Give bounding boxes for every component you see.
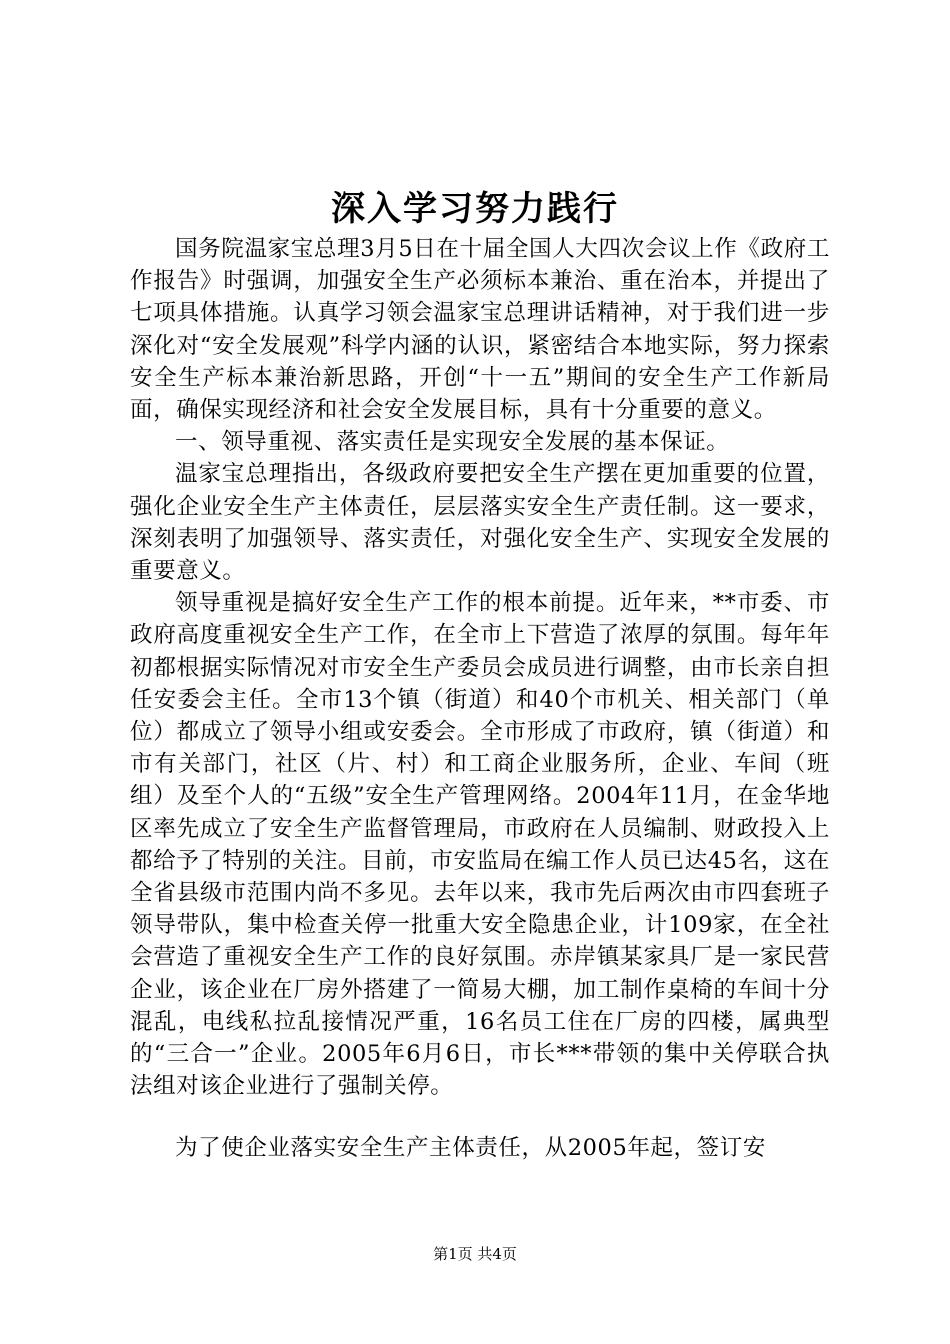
paragraph-responsibility: 为了使企业落实安全生产主体责任，从2005年起，签订安 <box>175 1135 766 1162</box>
document-title: 深入学习努力践行 <box>331 189 619 229</box>
section-heading-1: 一、领导重视、落实责任是实现安全发展的基本保证。 <box>175 429 730 456</box>
paragraph-premier-instruction: 温家宝总理指出，各级政府要把安全生产摆在更加重要的位置，强化企业安全生产主体责任，层层落实安全生产责任制。这一要求，深刻表明了加强领导、落实责任，对强化安全生产、实现安全发展的重要意义。 <box>130 461 830 585</box>
paragraph-leadership: 领导重视是搞好安全生产工作的根本前提。近年来，**市委、市政府高度重视安全生产工作，在全市上下营造了浓厚的氛围。每年年初都根据实际情况对市安全生产委员会成员进行调整，由市长亲自担任安委会主任。全市13个镇（街道）和40个市机关、相关部门（单位）都成立了领导小组或安委会。全市形成了市政府，镇（街道）和市有关部门，社区（片、村）和工商企业服务所，企业、车间（班组）及至个人的“五级”安全生产管理网络。2004年11月，在金华地区率先成立了安全生产监督管理局，市政府在人员编制、财政投入上都给予了特别的关注。目前，市安监局在编工作人员已达45名，这在全省县级市范围内尚不多见。去年以来，我市先后两次由市四套班子领导带队，集中检查关停一批重大安全隐患企业，计109家，在全社会营造了重视安全生产工作的良好氛围。赤岸镇某家具厂是一家民营企业，该企业在厂房外搭建了一简易大棚，加工制作桌椅的车间十分混乱，电线私拉乱接情况严重，16名员工住在厂房的四楼，属典型的“三合一”企业。2005年6月6日，市长***带领的集中关停联合执法组对该企业进行了强制关停。 <box>130 590 830 1100</box>
paragraph-intro: 国务院温家宝总理3月5日在十届全国人大四次会议上作《政府工作报告》时强调，加强安全生产必须标本兼治、重在治本，并提出了七项具体措施。认真学习领会温家宝总理讲话精神，对于我们进一步深化对“安全发展观”科学内涵的认识，紧密结合本地实际，努力探索安全生产标本兼治新思路，开创“十一五”期间的安全生产工作新局面，确保实现经济和社会安全发展目标，具有十分重要的意义。 <box>130 236 830 424</box>
document-body <box>130 233 830 1165</box>
page-footer: 第1页 共4页 <box>433 1245 517 1263</box>
